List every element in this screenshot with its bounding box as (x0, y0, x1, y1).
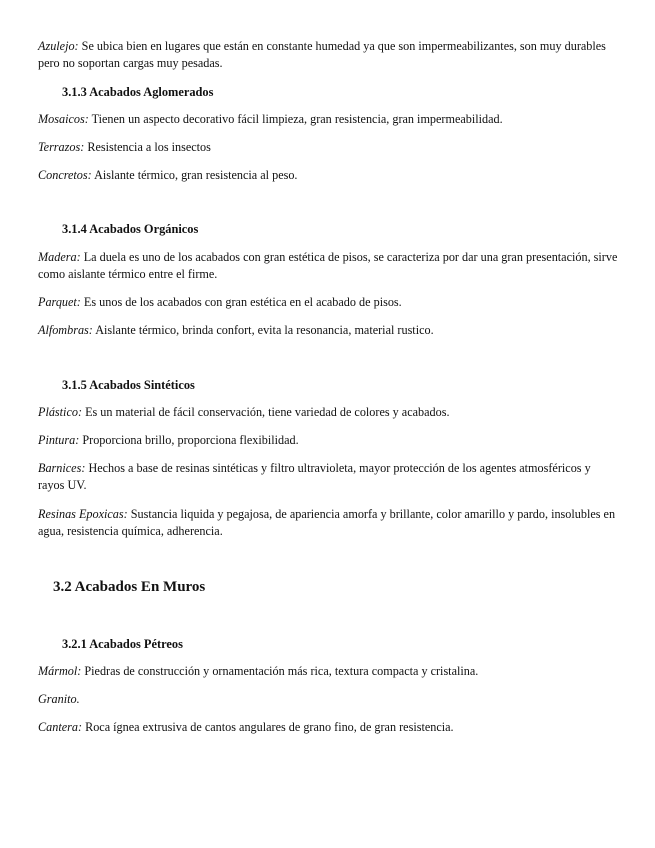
term: Azulejo: (38, 39, 79, 53)
paragraph-granito (38, 691, 618, 708)
term: Resinas Epoxicas: (38, 507, 128, 521)
description: Es un material de fácil conservación, tiene variedad de colores y acabados. (82, 405, 450, 419)
heading-3-1-3: 3.1.3 Acabados Aglomerados (62, 85, 214, 99)
description: Se ubica bien en lugares que están en constante humedad ya que son impermeabilizantes, son muy durables pero no soportan cargas muy pesadas. (38, 39, 606, 70)
term: Terrazos: (38, 140, 85, 154)
description: Tienen un aspecto decorativo fácil limpieza, gran resistencia, gran impermeabilidad. (88, 112, 503, 126)
term: Mármol: (38, 664, 82, 678)
paragraph-alfombras (38, 322, 618, 339)
term: Barnices: (38, 461, 86, 475)
term: Granito. (38, 692, 80, 706)
paragraph-marmol (38, 663, 618, 680)
paragraph-azulejo (38, 38, 618, 72)
paragraph-parquet (38, 294, 618, 311)
heading-3-1-5: 3.1.5 Acabados Sintéticos (62, 378, 195, 392)
paragraph-cantera (38, 719, 618, 736)
term: Parquet: (38, 295, 81, 309)
heading-3-2-1: 3.2.1 Acabados Pétreos (62, 637, 183, 651)
term: Pintura: (38, 433, 80, 447)
paragraph-terrazos (38, 139, 618, 156)
description: La duela es uno de los acabados con gran estética de pisos, se caracteriza por dar una gran presentación, sirve como aislante térmico entre el firme. (38, 250, 618, 281)
description: Aislante térmico, brinda confort, evita la resonancia, material rustico. (92, 323, 434, 337)
paragraph-barnices (38, 460, 618, 494)
description: Resistencia a los insectos (84, 140, 211, 154)
description: Aislante térmico, gran resistencia al peso. (91, 168, 298, 182)
heading-3-2: 3.2 Acabados En Muros (53, 579, 206, 595)
term: Cantera: (38, 720, 83, 734)
paragraph-mosaicos (38, 111, 618, 128)
term: Madera: (38, 250, 81, 264)
paragraph-plastico (38, 404, 618, 421)
paragraph-madera (38, 249, 618, 283)
description: Hechos a base de resinas sintéticas y filtro ultravioleta, mayor protección de los agentes atmosféricos y rayos UV. (38, 461, 591, 492)
description: Roca ígnea extrusiva de cantos angulares de grano fino, de gran resistencia. (82, 720, 454, 734)
heading-3-1-4: 3.1.4 Acabados Orgánicos (62, 222, 199, 236)
term: Alfombras: (38, 323, 93, 337)
description: Es unos de los acabados con gran estética en el acabado de pisos. (80, 295, 402, 309)
paragraph-concretos (38, 167, 618, 184)
paragraph-resinas-epoxicas (38, 506, 618, 540)
term: Mosaicos: (38, 112, 89, 126)
paragraph-pintura (38, 432, 618, 449)
description: Sustancia liquida y pegajosa, de apariencia amorfa y brillante, color amarillo y pardo, insolubles en agua, resistencia química, adherencia. (38, 507, 616, 538)
term: Concretos: (38, 168, 92, 182)
description: Piedras de construcción y ornamentación más rica, textura compacta y cristalina. (81, 664, 479, 678)
description: Proporciona brillo, proporciona flexibilidad. (79, 433, 299, 447)
term: Plástico: (38, 405, 83, 419)
